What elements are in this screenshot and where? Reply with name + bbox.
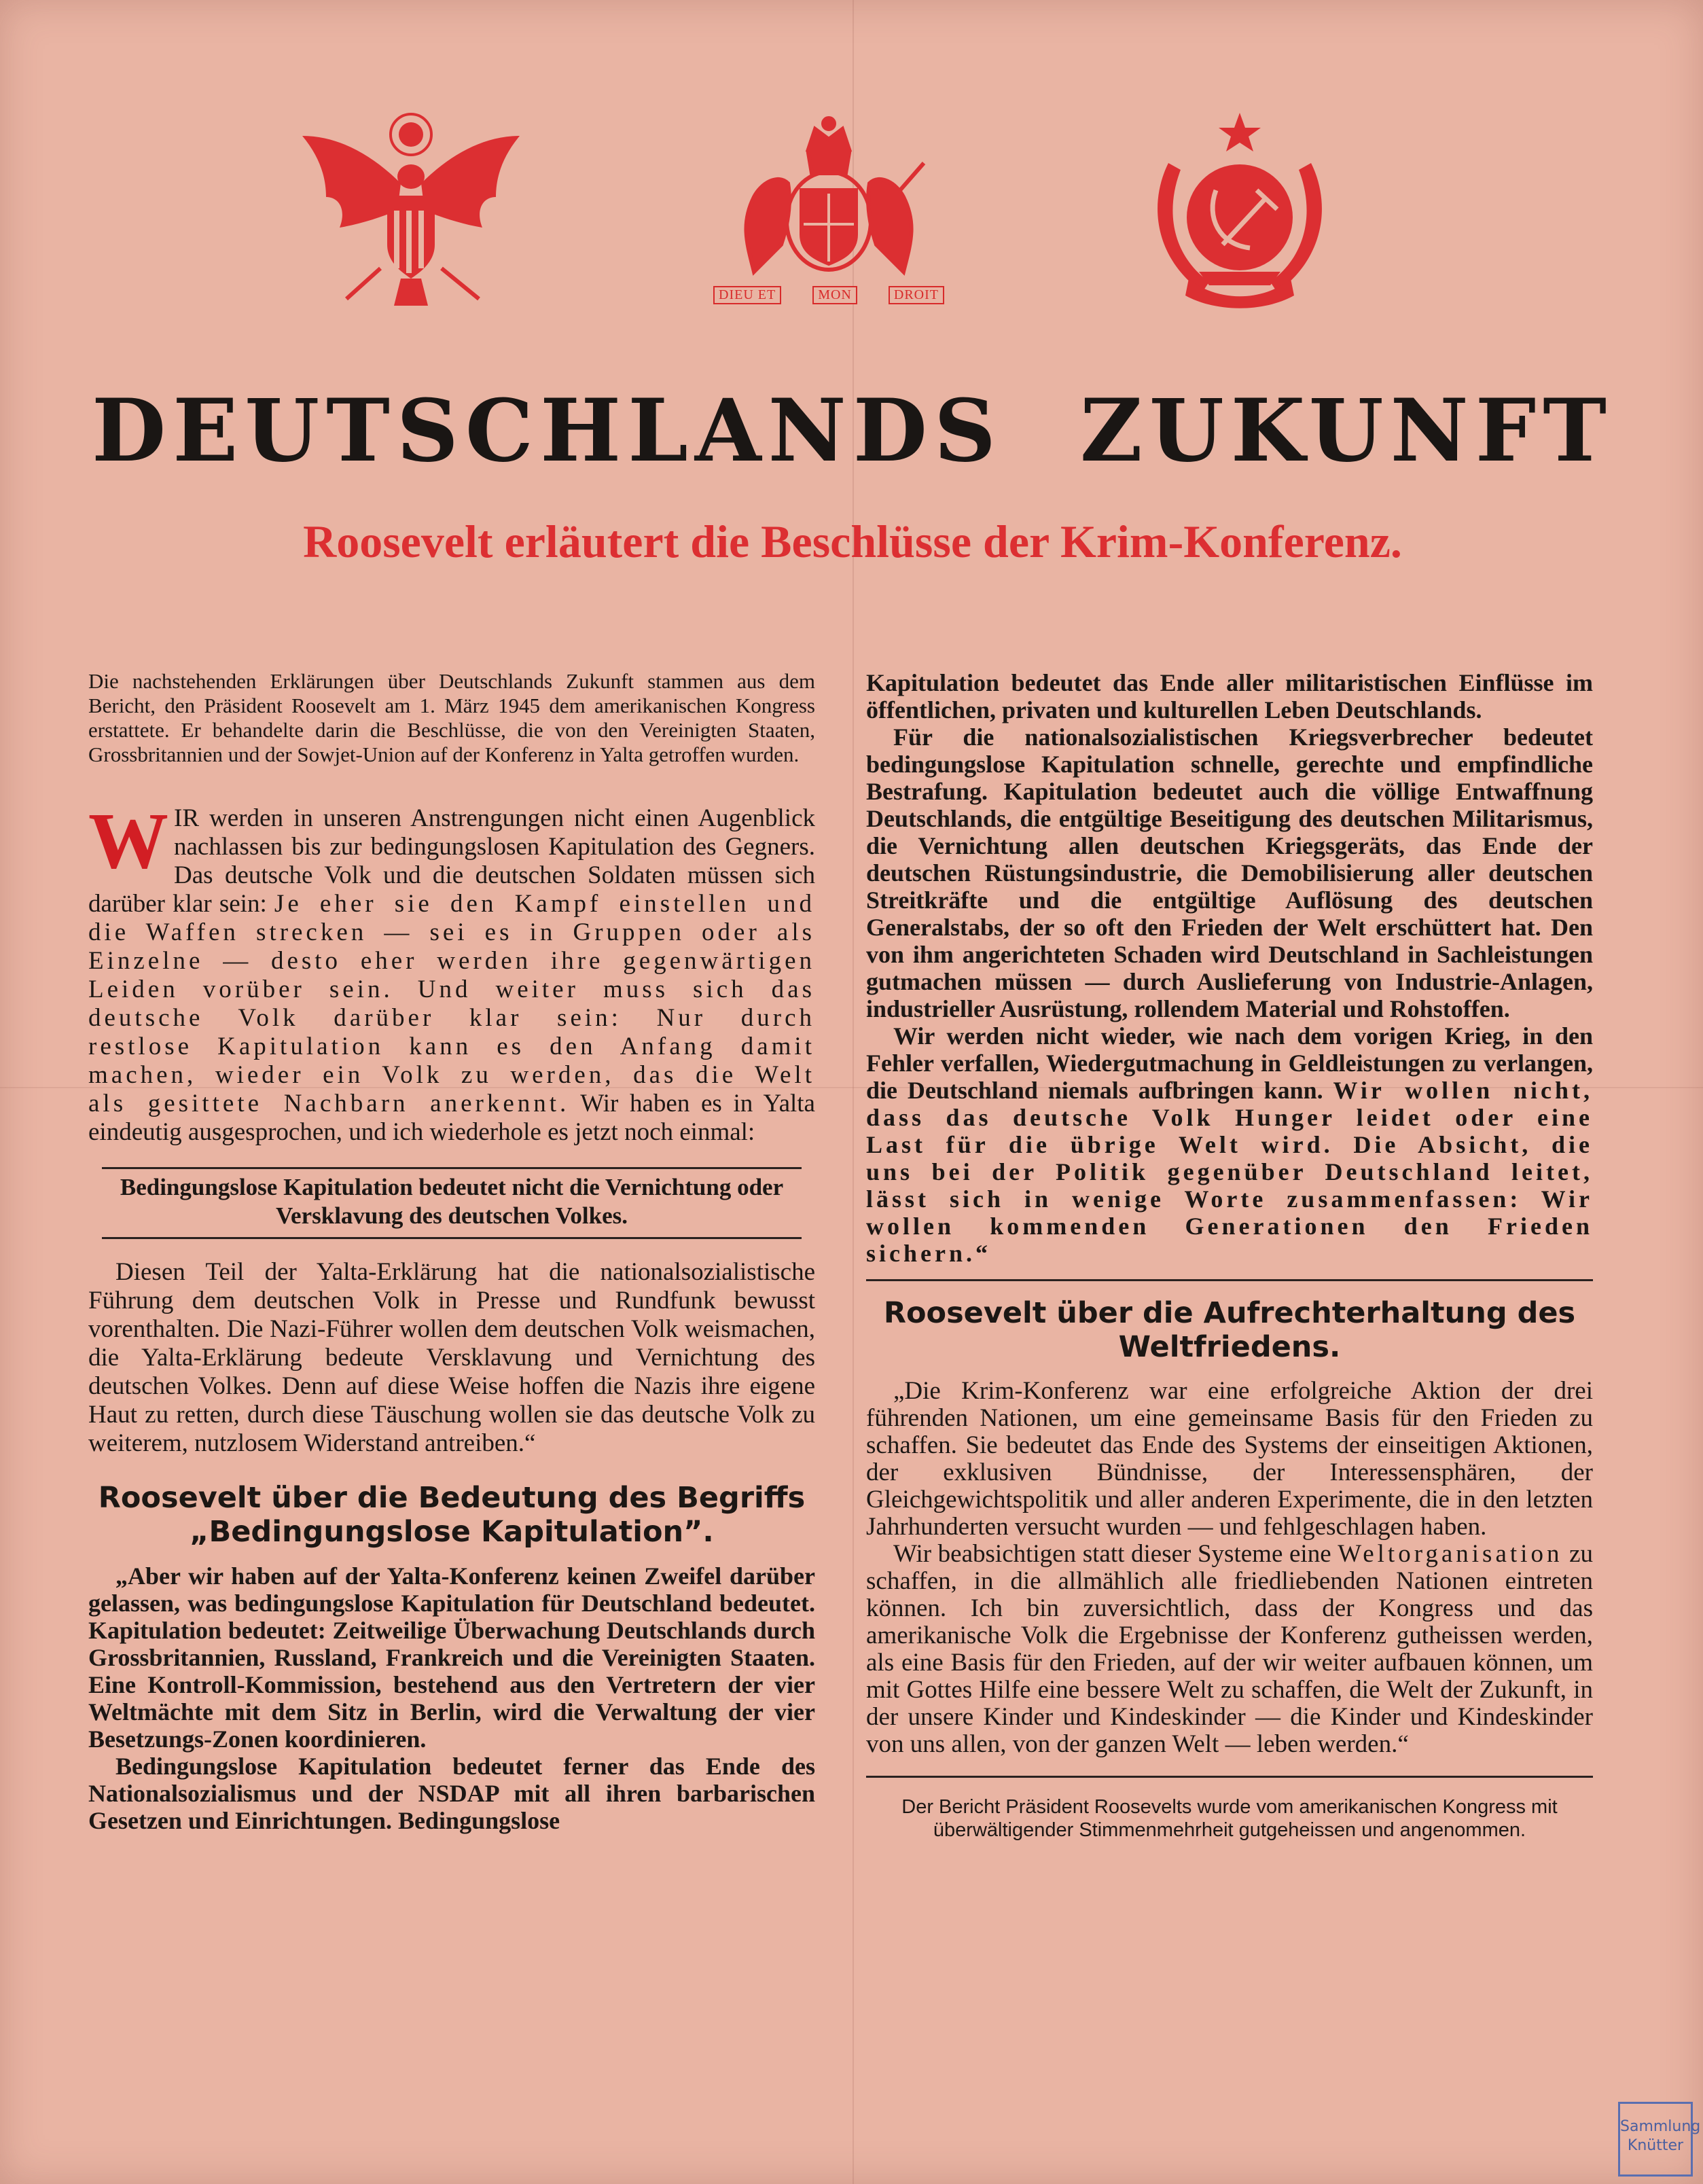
intro-paragraph: Die nachstehenden Erklärungen über Deutschlands Zukunft stammen aus dem Bericht, den Präsident Roosevelt am 1. März 1945 dem amerikanischen Kongress erstattete. Er behandelte darin die Beschlüsse, die von den Vereinigten Staaten, Grossbritannien und der Sowjet-Union auf der Konferenz in Yalta getroffen wurden. (88, 669, 815, 766)
section-heading-kapitulation: Roosevelt über die Bedeutung des Begriffs „Bedingungslose Kapitulation”. (98, 1481, 806, 1549)
us-great-seal-icon (299, 109, 523, 312)
nsdap-paragraph: Bedingungslose Kapitulation bedeutet ferner das Ende des Nationalsozialismus und der NSDAP mit all ihren barbarischen Gesetzen und Einrichtungen. Bedingungslose (88, 1753, 815, 1834)
section-divider (866, 1279, 1593, 1281)
section-heading-weltfrieden: Roosevelt über die Aufrechterhaltung des Weltfriedens. (883, 1296, 1576, 1364)
footnote: Der Bericht Präsident Roosevelts wurde vom amerikanischen Kongress mit überwältigender Stimmenmehrheit gutgeheissen und angenommen. (901, 1796, 1558, 1841)
weltorganisation-spaced: Weltorganisation (1338, 1540, 1563, 1568)
krim-konferenz-paragraph: „Die Krim-Konferenz war eine erfolgreiche Aktion der drei führenden Nationen, um eine gemeinsame Basis für den Frieden zu schaffen. Sie bedeutet das Ende des Systems der einseitigen Aktionen, der exklusiven Bündnisse, der Interessensphären, der Gleichgewichtspolitik und aller anderen Experimente, die in den letzten Jahrhunderten versucht wurden — und fehlgeschlagen haben. (866, 1377, 1593, 1541)
page-subtitle: Roosevelt erläutert die Beschlüsse der Krim-Konferenz. (303, 516, 1402, 567)
stamp-line: Sammlung (1620, 2118, 1701, 2135)
footnote-divider (866, 1776, 1593, 1778)
motto-part: DIEU ET (713, 286, 781, 304)
opening-spaced-text: Je eher sie den Kampf einstellen und die Waffen strecken — sei es in Gruppen oder als Einzelne — desto eher werden ihre gegenwärtigen Leiden vorüber sein. Und weiter muss sich das deutsche Volk darüber klar sein: Nur durch restlose Kapitulation kann es den Anfang damit machen, wieder ein Volk zu werden, das die Welt als gesittete Nachbarn anerkennt. (88, 890, 815, 1117)
weltorganisation-text: Wir beabsichtigen statt dieser Systeme eine (893, 1540, 1331, 1568)
war-criminals-paragraph: Für die nationalsozialistischen Kriegsverbrecher bedeutet bedingungslose Kapitulation schnelle, gerechte und empfindliche Bestrafung. Kapitulation bedeutet auch die völlige Entwaffnung Deutschlands, die entgültige Beseitigung des deutschen Militarismus, die Vernichtung allen deutschen Kriegsgeräts, das Ende der deutschen Rüstungsindustrie, die Demobilisierung aller deutschen Streitkräfte und die entgültige Auflösung des deutschen Generalstabs, der so oft den Frieden der Welt erschüttert hat. Den von ihm angerichteten Schaden wird Deutschland in Sachleistungen gutmachen müssen — durch Auslieferung von Industrie-Anlagen, industrieller Ausrüstung, rollendem Material und Rohstoffen. (866, 723, 1593, 1022)
motto-part: DROIT (889, 286, 944, 304)
left-column (88, 669, 815, 1834)
royal-motto-banner (713, 286, 944, 304)
opening-text-end: Wir haben es in Yalta eindeutig ausgesprochen, und ich wiederhole es jetzt noch einmal: (88, 1090, 815, 1146)
drop-cap: W (88, 796, 168, 885)
stamp-line: Knütter (1627, 2137, 1684, 2154)
reparations-paragraph (866, 1022, 1593, 1267)
reparations-text: Wir werden nicht wieder, wie nach dem vorigen Krieg, in den Fehler verfallen, Wiedergutmachung in Geldleistungen zu verlangen, die Deutschland niemals aufbringen kann. (866, 1022, 1593, 1104)
right-column (866, 669, 1593, 1842)
kapitulation-paragraph: „Aber wir haben auf der Yalta-Konferenz keinen Zweifel darüber gelassen, was bedingungslose Kapitulation für Deutschland bedeutet. Kapitulation bedeutet: Zeitweilige Überwachung Deutschlands durch Grossbritannien, Russland, Frankreich und die Vereinigten Staaten. Eine Kontroll-Kommission, bestehend aus den Vertretern der vier Weltmächte mit dem Sitz in Berlin, wird die Verwaltung der vier Besetzungs-Zonen koordinieren. (88, 1562, 815, 1753)
boxed-statement: Bedingungslose Kapitulation bedeutet nicht die Vernichtung oder Versklavung des deutschen Volkes. (102, 1167, 802, 1239)
collection-stamp (1618, 2102, 1701, 2177)
fold-line-vertical (853, 0, 854, 2184)
militarism-paragraph: Kapitulation bedeutet das Ende aller militaristischen Einflüsse im öffentlichen, privaten und kulturellen Leben Deutschlands. (866, 669, 1593, 723)
opening-paragraph (88, 796, 815, 1147)
opening-text: IR werden in unseren Anstrengungen nicht einen Augenblick nachlassen bis zur bedingungslosen Kapitulation des Gegners. Das deutsche Volk und die deutschen Soldaten müssen sich darüber klar sein: (88, 804, 815, 918)
reparations-spaced-text: Wir wollen nicht, dass das deutsche Volk Hunger leidet oder eine Last für die übrige Welt wird. Die Absicht, die uns bei der Politik gegenüber Deutschland leitet, lässt sich in wenige Worte zusammenfassen: Wir wollen kommenden Generationen den Frieden sichern.“ (866, 1077, 1593, 1267)
weltorganisation-paragraph (866, 1541, 1593, 1758)
uk-royal-coat-of-arms-icon (713, 109, 944, 312)
page-title: DEUTSCHLANDS ZUKUNFT (91, 380, 1614, 481)
yalta-paragraph: Diesen Teil der Yalta-Erklärung hat die nationalsozialistische Führung dem deutschen Volk in Presse und Rundfunk bewusst vorenthalten. Die Nazi-Führer wollen dem deutschen Volk weismachen, die Yalta-Erklärung bedeute Versklavung und Vernichtung des deutschen Volkes. Denn auf diese Weise hoffen die Nazis ihre eigene Haut zu retten, durch diese Täuschung wollen sie das deutsche Volk zu weiterem, nutzlosem Widerstand antreiben.“ (88, 1258, 815, 1457)
weltorganisation-text-end: zu schaffen, in die allmählich alle friedliebenden Nationen eintreten können. Ich bin zuversichtlich, dass der Kongress und das amerikanische Volk die Ergebnisse der Konferenz gutheissen werden, als eine Basis für den Frieden, auf der wir weiter aufbauen können, um mit Gottes Hilfe eine bessere Welt zu schaffen, die Welt der Zukunft, in der unsere Kinder und Kindeskinder — die Kinder und Kindeskinder von uns allen, von der ganzen Welt — leben werden.“ (866, 1540, 1594, 1758)
motto-part: MON (812, 286, 857, 304)
ussr-state-emblem-icon (1141, 109, 1338, 312)
